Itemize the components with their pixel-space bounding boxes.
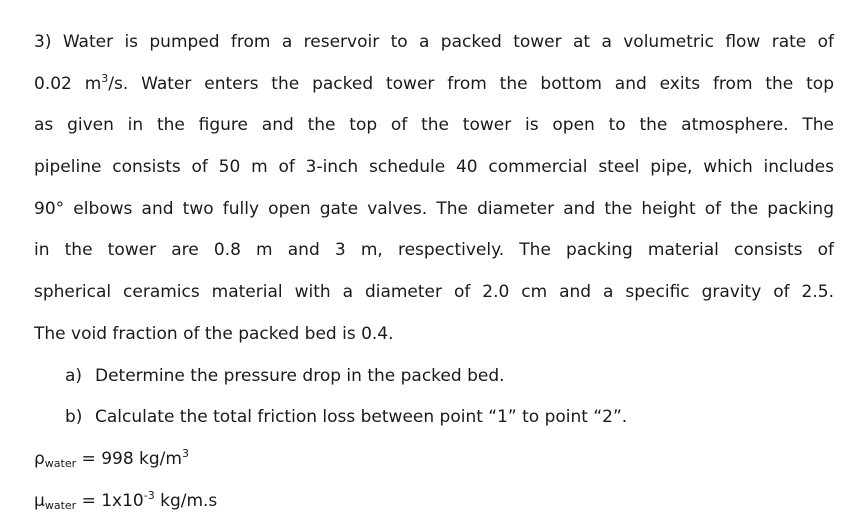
flow-rate-value: 0.02 m: [34, 73, 102, 94]
viscosity-subscript: water: [44, 498, 77, 512]
viscosity-unit: kg/m.s: [154, 490, 218, 511]
problem-line-5: 90° elbows and two fully open gate valves. The diameter and the height of the packing: [34, 198, 834, 219]
question-text-b: Calculate the total friction loss between point “1” to point “2”.: [95, 407, 628, 428]
question-marker-a: a): [65, 365, 83, 386]
problem-line-7: spherical ceramics material with a diameter of 2.0 cm and a specific gravity of 2.5.: [34, 282, 834, 303]
problem-document: [34, 22, 834, 522]
viscosity-value: = 1x10: [81, 490, 144, 511]
problem-line-2-rest: /s. Water enters the packed tower from the bottom and exits from the top: [108, 73, 834, 94]
question-item-a: [34, 356, 834, 398]
problem-line-2: [34, 64, 834, 106]
problem-line-4: pipeline consists of 50 m of 3-inch schedule 40 commercial steel pipe, which includes: [34, 157, 834, 178]
viscosity-symbol: μ: [34, 490, 45, 511]
given-viscosity: [34, 481, 834, 523]
problem-line-3: as given in the figure and the top of the tower is open to the atmosphere. The: [34, 115, 834, 136]
density-exponent: 3: [181, 446, 189, 460]
density-subscript: water: [44, 456, 77, 470]
problem-line-1: 3) Water is pumped from a reservoir to a packed tower at a volumetric flow rate of: [34, 32, 834, 52]
question-item-b: [34, 397, 834, 439]
density-value: = 998 kg/m: [81, 448, 182, 469]
question-marker-b: b): [65, 407, 83, 428]
question-text-a: Determine the pressure drop in the packed bed.: [95, 365, 505, 386]
given-density: [34, 439, 834, 481]
problem-line-8: The void fraction of the packed bed is 0.4.: [34, 323, 394, 344]
flow-rate-exponent: 3: [101, 71, 109, 85]
problem-line-6: in the tower are 0.8 m and 3 m, respectively. The packing material consists of: [34, 240, 834, 261]
viscosity-exponent: -3: [143, 488, 155, 502]
density-symbol: ρ: [34, 448, 45, 469]
